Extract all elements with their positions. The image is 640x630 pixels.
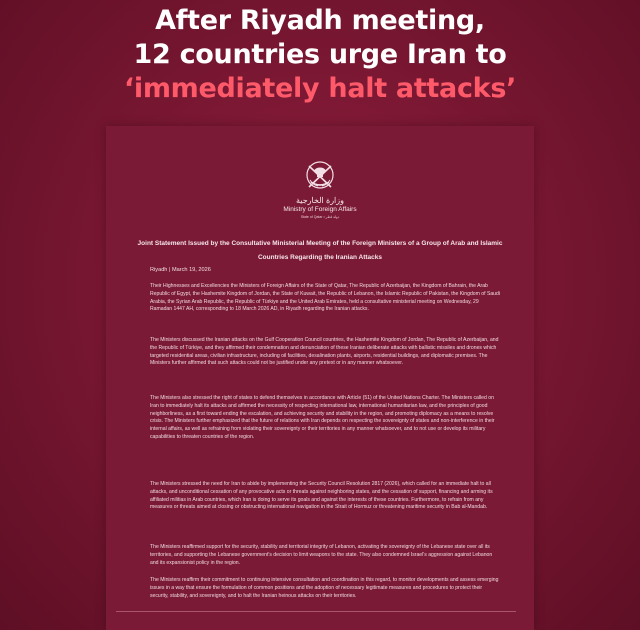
paragraph: The Ministers stressed the need for Iran to abide by implementing the Security Council Resolution 2817 (2026), which called for an immediate halt to all attacks, and unconditional cessation of any provocative acts or threats against neighboring states, and the cessation of support, financing and arming its affiliated militias in Arab countries, which Iran is doing to serve its goals and against the interests of these countries. Furthermore, to refrain from any measures or threats aimed at closing or obstructing international navigation in the Strait of Hormuz or threatening maritime security in Bab al-Mandab. <box>150 481 493 511</box>
paragraph: The Ministers reaffirm their commitment to continuing intensive consultation and coordination in this regard, to monitor developments and assess emerging issues in a way that ensure the formulation of common positions and the adoption of necessary legitimate measures and procedures to protect their security, stability, and sovereignty, and to halt the Iranian heinous attacks on their territories. <box>150 577 499 599</box>
headline <box>0 4 640 106</box>
qatar-emblem-icon <box>106 158 534 199</box>
divider <box>116 611 516 612</box>
dateline: Riyadh | March 19, 2026 <box>150 267 211 273</box>
statement-title: Joint Statement Issued by the Consultative Ministerial Meeting of the Foreign Ministers of a Group of Arab and Islamic Countries Regarding the Iranian Attacks <box>137 240 503 261</box>
headline-line-3: ‘immediately halt attacks’ <box>123 73 517 104</box>
paragraph: The Ministers discussed the Iranian attacks on the Gulf Cooperation Council countries, the Hashemite Kingdom of Jordan, The Republic of Azerbaijan, and the Republic of Türkiye, and they affirmed their condemnation and denunciation of these Iranian deliberate attacks with ballistic missiles and drones which targeted residential areas, civilian infrastructure, including oil facilities, desalination plants, airports, residential buildings, and diplomatic premises. The Ministers further affirmed that such attacks could not be justified under any pretext or in any manner whatsoever. <box>150 337 499 367</box>
ministry-name-english: Ministry of Foreign Affairs <box>283 206 357 213</box>
statement-document <box>106 126 534 630</box>
paragraph: The Ministers reaffirmed support for the security, stability and territorial integrity of Lebanon, activating the sovereignty of the Lebanese state over all its territories, and supporting the Lebanese government's decision to limit weapons to the state. They also condemned Israel's aggression against Lebanon and its expansionist policy in the region. <box>150 544 493 566</box>
headline-line-2: 12 countries urge Iran to <box>133 39 507 70</box>
headline-line-1: After Riyadh meeting, <box>155 5 485 36</box>
ministry-name-arabic: وزارة الخارجية <box>296 196 344 205</box>
state-label: State of Qatar • دولة قطر <box>300 215 340 219</box>
paragraph: Their Highnesses and Excellencies the Ministers of Foreign Affairs of the State of Qatar, The Republic of Azerbaijan, the Kingdom of Bahrain, the Arab Republic of Egypt, the Hashemite Kingdom of Jordan, the State of Kuwait, the Republic of Lebanon, the Islamic Republic of Pakistan, the Kingdom of Saudi Arabia, the Syrian Arab Republic, the Republic of Türkiye and the United Arab Emirates, held a consultative ministerial meeting on Wednesday, 29 Ramadan 1447 AH, corresponding to 18 March 2026 AD, in Riyadh regarding the Iranian attacks. <box>150 283 500 313</box>
paragraph: The Ministers also stressed the right of states to defend themselves in accordance with Article (51) of the United Nations Charter. The Ministers called on Iran to immediately halt its attacks and affirmed the necessity of respecting international law, international humanitarian law, and the principles of good neighborliness, as a first toward ending the escalation, and achieving security and stability in the region, and promoting diplomacy as a means to resolve crisis. The Ministers further emphasized that the future of relations with Iran depends on respecting the sovereignty of states and non-interference in their internal affairs, as well as refraining from violating their sovereignty or their territories in any manner whatsoever, and to not use or develop its military capabilities to threaten countries of the region. <box>150 395 495 440</box>
